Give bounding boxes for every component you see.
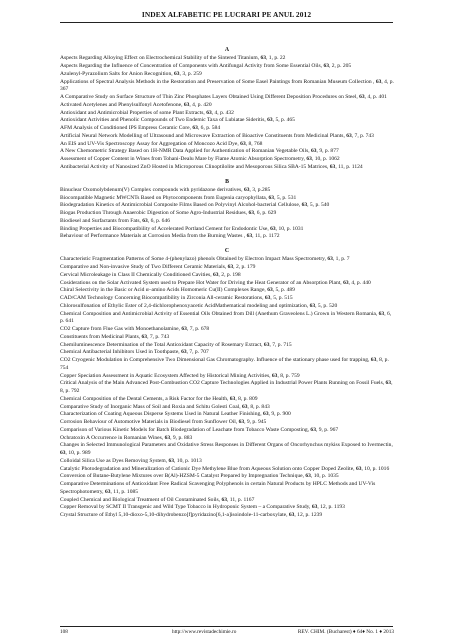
index-entry: Binuclear Oxomolybdenum(V) Complex compounds with pyridazone derivatives, 63, 3, p.285 bbox=[60, 186, 271, 193]
index-entry: A Comparative Study on Surface Structure of Thin Zinc Phosphates Layers Obtained Using Different Deposition Procedures on Steel, 63, 4, p. 401 bbox=[60, 94, 387, 100]
index-entry: Antibacterial Activity of Nanosized ZnO Hosted in Microporous Clinoptilolite and Mesoporous Silica SBA-15 Matrices, 63, 11, p. 1124 bbox=[60, 163, 363, 170]
index-entry: Crystal Structure of Ethyl 5,10-dioxo-5,10-dihydrobenzo[f]pyridazino[6,1-a]isoindole-11-carboxylate, 63, 12, p. 1239 bbox=[60, 512, 323, 518]
section-letter: C bbox=[224, 248, 230, 254]
index-entry: CAD/CAM Technology Concerning Biocompatibility in Zirconia All-ceramic Restorations, 63, 5, p. 515 bbox=[60, 295, 293, 301]
index-entry: Binding Properties and Biocompatibility of Accelerated Portland Cement for Endodontic Use, 63, 10, p. 1031 bbox=[60, 225, 304, 232]
index-entry: Aspects Regarding Alloying Effect on Electrochemical Stability of the Sintered Titanium, 63, 1, p. 22 bbox=[60, 55, 286, 62]
index-entry: Cervical Microleakage in Class II Chemically Conditioned Cavities, 63, 2, p. 198 bbox=[60, 271, 241, 278]
index-entry: Characterization of Coating Aqueous Disperse Systems Used in Natural Leather Finishing, 63, 9, p. 900 bbox=[60, 411, 291, 418]
index-entry: Copper Speciation Assessment in Aquatic Ecosystem Affected by Historical Mining Activities, 63, 8, p. 759 bbox=[60, 372, 300, 379]
index-entry: Antioxidant Activities and Phenolic Compounds of Two Endemic Taxa of Lubiatae Sideritis, 63, 5, p. 465 bbox=[60, 117, 295, 124]
index-entry: Behaviour of Performance Materials at Corrosion Media from the Burning Wastes , 63, 11, p. 1172 bbox=[60, 233, 280, 240]
index-entry: CO2 Capture from Flue Gas with Monoethanolamine, 63, 7, p. 678 bbox=[60, 326, 210, 332]
index-entry: Chemical Composition of the Dental Cements, a Risk Factor for the Health, 63, 8, p. 809 bbox=[60, 395, 258, 402]
index-entry: Biogas Production Through Anaerobic Digestion of Some Agro-Industrial Residues, 63, 6, p. 629 bbox=[60, 210, 277, 216]
index-entry: Biodegradation Kinetics of Antimicrobial Composite Films Based on Polyvinyl Alcohol-bacterial Cellulose, 63, 5, p. 540 bbox=[60, 202, 330, 209]
index-entry: Cosiderations on the Solar Activated System used to Prepare Hot Water for Driving the Heat Generator of an Absorption Plant, 63, 4, p. 440 bbox=[60, 279, 371, 286]
index-entry: Chlorosulfonation of Ethylic Ester of 2,4-dichlorophenoxyacetic AcidMathematical modeling and optimization, 63, 5, p. 520 bbox=[60, 302, 338, 309]
index-entry: Characteristic Fragmentation Patterns of Some 4-(phenylazo) phenols Obtained by Electron Impact Mass Spectrometry, 63, 1, p. 7 bbox=[60, 256, 350, 263]
journal-url[interactable]: http://www.revistadechimie.ro bbox=[172, 629, 237, 635]
index-entry: Artificial Neural Network Modelling of Ultrasound and Microwave Extraction of Bioactive Constituents from Medicinal Plants, 63, 7, p. 743 bbox=[60, 132, 374, 139]
index-entry: Comparative Study of Inorganic Mass of Soil and Roxia and Schitu Golesti Coal, 63, 8, p. 843 bbox=[60, 403, 270, 410]
index-entry: Aspects Regarding the Influence of Concentration of Components with Antifungal Activity from Some Essential Oils, 63, 2, p. 205 bbox=[60, 63, 352, 69]
journal-citation: REV. CHIM. (Bucharest) ♦ 64♦ No. 1 ♦ 2013 bbox=[297, 629, 394, 635]
page-number: 108 bbox=[60, 629, 68, 635]
index-body bbox=[60, 47, 394, 520]
index-entry: Constituents from Medicinal Plants, 63, 7, p. 743 bbox=[60, 333, 170, 340]
index-entry: Critical Analysis of the Main Advanced Post-Combustion CO2 Capture Technologies Applied in Industrial Power Plants Running on Fossil Fuels, 63, 8, p. 792 bbox=[60, 380, 393, 394]
footer-rule bbox=[60, 626, 393, 627]
index-entry: Chiral Selectivity in the Basic or Acid α–amino Acids Homomeric Cu(II) Complexes Range, 63, 5, p. 489 bbox=[60, 287, 295, 294]
header-rule bbox=[60, 22, 393, 23]
index-entry: Colloidal Silica Use as Dyes Removing System, 63, 10, p. 1013 bbox=[60, 457, 202, 464]
section-letter: B bbox=[225, 178, 229, 185]
index-entry: Azulenyl-Pyrazolium Salts for Anion Recognition, 63, 3, p. 259 bbox=[60, 70, 202, 77]
index-entry: Chemical Composition and Antimicrobial Activity of Essential Oils Obtained from Dill (Anethum Graveolens L.) Grown in Western Romania, 63, 6, p. 641 bbox=[60, 310, 392, 325]
index-entry: Catalytic Photodegradation and Mineralization of Cationic Dye Methylene Blue from Aqueous Solution onto Copper Doped Zeolite, 63, 10, p. 1016 bbox=[60, 465, 390, 472]
index-entry: Copper Removal by SCMT II Transgenic and Wild Type Tobacco in Hydroponic System – a Comparative Study, 63, 12, p. 1193 bbox=[60, 504, 345, 511]
index-entry: Biodiesel and Surfactants from Fats, 63, 6, p. 646 bbox=[60, 217, 170, 224]
index-entry: Comparison of Various Kinetic Models for Batch Biodegradation of Leachate from Tobacco Waste Composting, 63, 9, p. 967 bbox=[60, 426, 339, 433]
index-entry: Conversion of Butane-Butylene Mixtures over B(Al)-HZSM-5 Catalyst Prepared by Impregnation Technique, 63, 10, p. 1035 bbox=[60, 473, 339, 480]
index-entry: Chemiluminescence Determination of the Total Antioxidant Capacity of Rosemary Extract, 63, 7, p. 715 bbox=[60, 341, 292, 348]
index-entry: Applications of Spectral Analysis Methods in the Restoration and Preservation of Some Easel Paintings from Romanian Museum Collection , 63, 4, p. 367 bbox=[60, 78, 394, 93]
page-title: INDEX ALFABETIC PE LUCRARI PE ANUL 2012 bbox=[141, 10, 312, 19]
index-entry: Antioxidant and Antimicrobial Properties of some Plant Extracts, 63, 4, p. 432 bbox=[60, 109, 234, 116]
index-entry: Comparative Determinations of Antioxidant Free Radical Scavenging Polyphenols in certain Natural Products by HPLC Methods and UV-Vis Spectrophotometry, 63, 11, p. 1085 bbox=[60, 481, 376, 495]
index-entry: Changes in Selected Immunological Parameters and Oxidative Stress Responses in Different Organs of Oncorhynchus mykiss Exposed to Ivermectin, 63, 10, p. 989 bbox=[60, 442, 393, 456]
index-entry: Corrosion Behaviour of Automotive Materials in Biodiesel from Sunflower Oil, 63, 9, p. 945 bbox=[60, 419, 267, 425]
index-entry: A New Chemometric Strategy Based on 1H-NMR Data Applied for Authentication of Romanian Vegetable Oils, 63, 9, p. 877 bbox=[60, 148, 339, 155]
index-entry: Activated Acetylenes and Phenylsulfonyl Acetofenone, 63, 4, p. 420 bbox=[60, 101, 212, 108]
index-entry: Coupled Chemical and Biological Treatment of Oil Contaminated Soils, 63, 11, p. 1167 bbox=[60, 496, 255, 503]
index-entry: Biocompatible Magnetic MWCNTs Based on Phytocomponents from Eugenia caryophyllata, 63, 5, p. 531 bbox=[60, 194, 297, 201]
page-footer bbox=[60, 629, 394, 637]
index-entry: CO2 Cryogenic Modulation in Comprehensive Two Dimensional Gas Chromatography. Influence of the stationary phase used for trapping, 63, 8, p. 754 bbox=[60, 357, 389, 371]
index-entry: Chemical Antibacterial Inhibitors Used in Toothpaste, 63, 7, p. 707 bbox=[60, 349, 209, 356]
index-entry: Comparative and Non-invasive Study of Two Different Ceramic Materials, 63, 2, p. 179 bbox=[60, 264, 256, 270]
section-letter: A bbox=[224, 47, 230, 53]
index-entry: Assessment of Copper Content in Wines from Tohani-Dealu Mare by Flame Atomic Absorption Spectrometry, 63, 10, p. 1062 bbox=[60, 156, 340, 162]
index-entry: Ochratoxin A Occurrence in Romanian Wines, 63, 9, p. 883 bbox=[60, 434, 193, 441]
index-entry: An EIS and UV-Vis Spectroscopy Assay for Aggregation of Moncozo Acid Dye, 63, 8, 768 bbox=[60, 140, 263, 147]
index-entry: AFM Analysis of Conditioned IPS Empress Ceramic Core, 63, 6, p. 584 bbox=[60, 125, 221, 131]
